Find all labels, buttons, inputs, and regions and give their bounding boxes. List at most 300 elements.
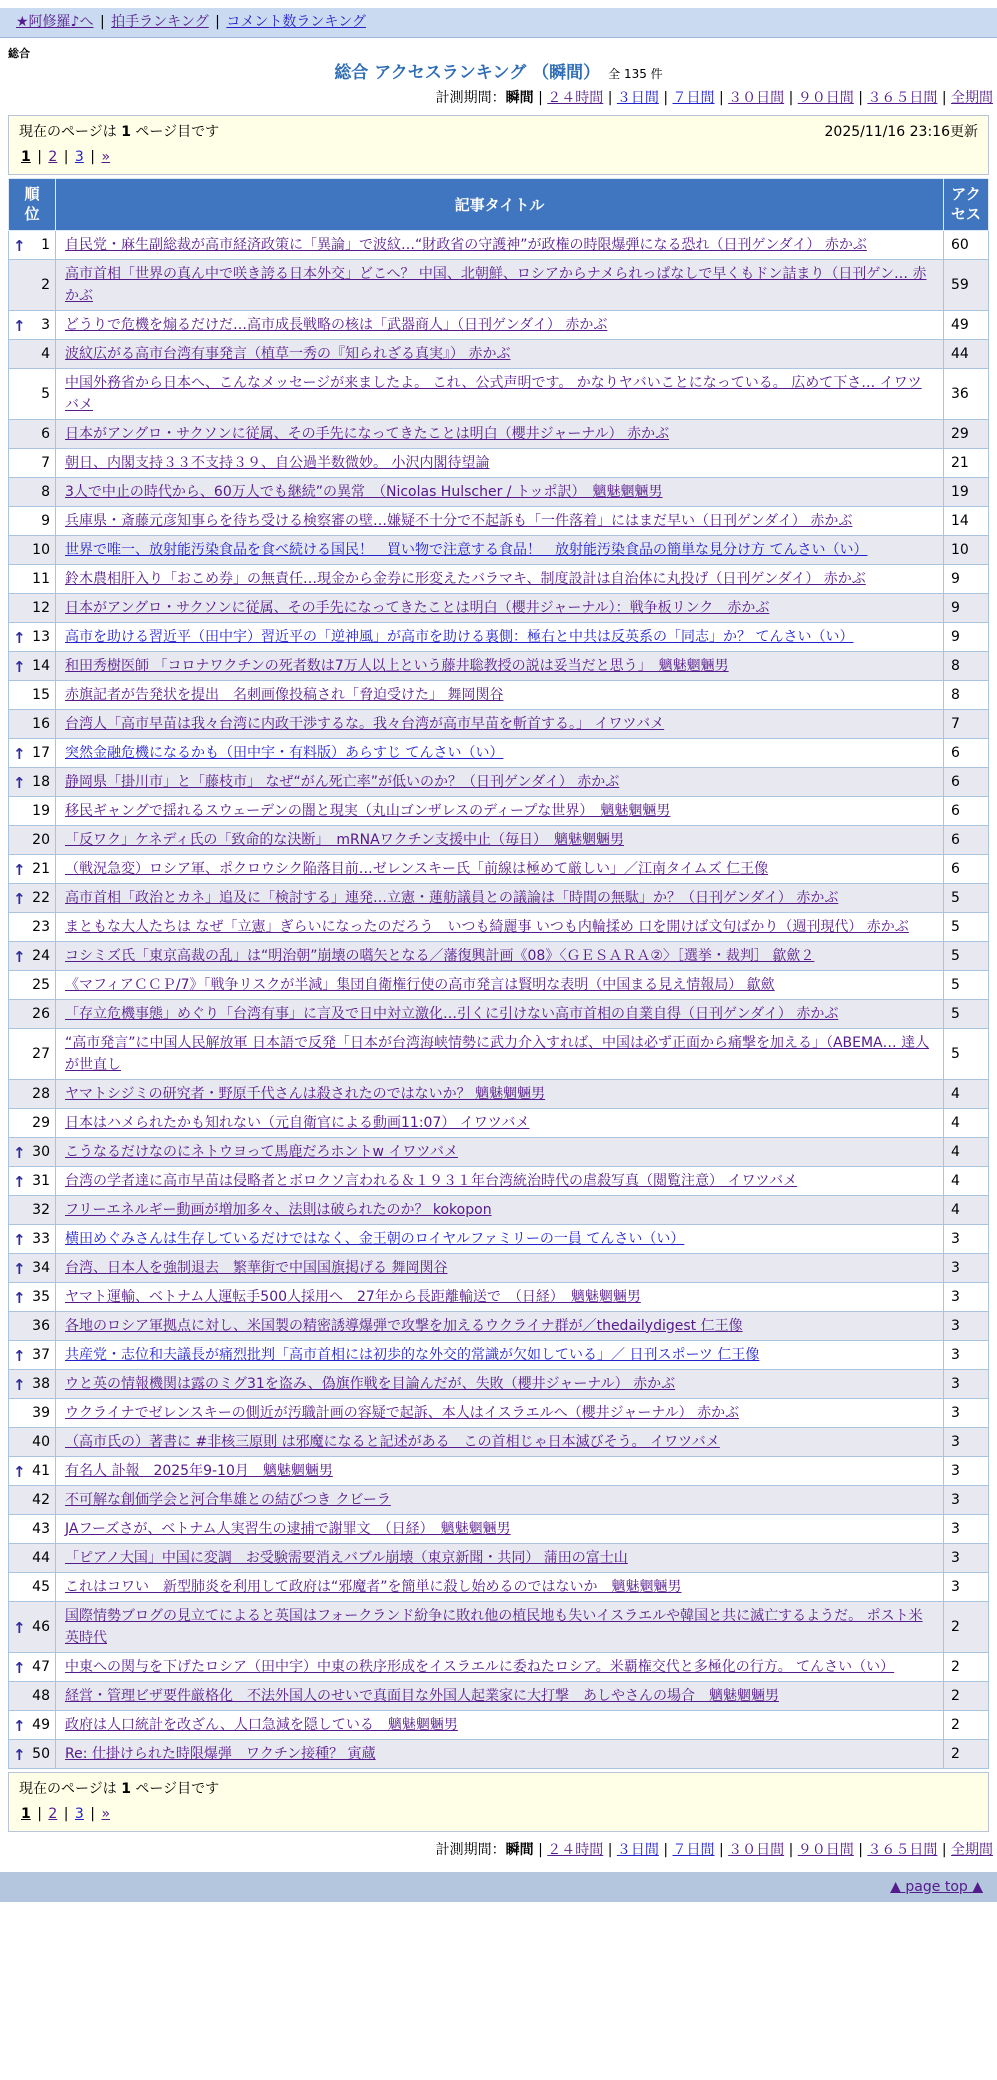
- access-cell: 9: [944, 622, 989, 651]
- rank-cell: [9, 1514, 56, 1543]
- title-cell: [56, 1601, 944, 1652]
- rank-number: 25: [32, 976, 50, 993]
- separator: |: [658, 1841, 673, 1858]
- rank-up-arrow-icon: ↑: [13, 889, 26, 908]
- title-cell: [56, 1681, 944, 1710]
- rank-up-arrow-icon: ↑: [13, 1716, 26, 1735]
- table-row: [9, 339, 989, 368]
- period-link[interactable]: ２４時間: [547, 1841, 604, 1858]
- article-link[interactable]: 中東への関与を下げたロシア（田中宇）中東の秩序形成をイスラエルに委ねたロシア。米覇権交代と多極化の行方。 てんさい（い）: [65, 1658, 895, 1675]
- table-row: [9, 1543, 989, 1572]
- page-title: 総合 アクセスランキング （瞬間）: [334, 63, 601, 83]
- article-link[interactable]: 高市首相「世界の真ん中で咲き誇る日本外交」どこへ？ 中国、北朝鮮、ロシアからナメられっぱなしで早くもドン詰まり（日刊ゲン… 赤かぶ: [65, 265, 927, 304]
- rank-cell: [9, 883, 56, 912]
- title-cell: [56, 796, 944, 825]
- rank-cell: [9, 230, 56, 259]
- access-cell: 3: [944, 1543, 989, 1572]
- total-count: 全 135 件: [608, 67, 663, 81]
- current-page-number: 1: [121, 124, 131, 140]
- title-cell: [56, 854, 944, 883]
- title-cell: [56, 1543, 944, 1572]
- access-cell: 4: [944, 1195, 989, 1224]
- rank-number: 34: [32, 1259, 50, 1276]
- access-cell: 49: [944, 310, 989, 339]
- article-link[interactable]: 突然金融危機になるかも（田中宇・有料版）あらすじ てんさい（い）: [65, 744, 504, 761]
- access-cell: 2: [944, 1681, 989, 1710]
- rank-up-arrow-icon: ↑: [13, 1172, 26, 1191]
- title-cell: [56, 1427, 944, 1456]
- table-row: [9, 796, 989, 825]
- separator: |: [853, 90, 868, 106]
- title-cell: [56, 1166, 944, 1195]
- article-link[interactable]: 高市首相「政治とカネ」追及に「検討する」連発…立憲・蓮舫議員との議論は「時間の無駄」か？（日刊ゲンダイ） 赤かぶ: [65, 889, 839, 906]
- title-cell: [56, 1282, 944, 1311]
- title-cell: [56, 1369, 944, 1398]
- article-link[interactable]: こうなるだけなのにネトウヨって馬鹿だろホントw イワツバメ: [65, 1143, 459, 1160]
- article-link[interactable]: 「存立危機事態」めぐり「台湾有事」に言及で日中対立激化…引くに引けない高市首相の自業自得（日刊ゲンダイ） 赤かぶ: [65, 1005, 839, 1022]
- title-cell: [56, 825, 944, 854]
- table-row: [9, 1572, 989, 1601]
- article-link[interactable]: 和田秀樹医師 「コロナワクチンの死者数は7万人以上という藤井聡教授の説は妥当だと思う」 魑魅魍魎男: [65, 657, 729, 674]
- separator: |: [32, 149, 47, 165]
- title-cell: [56, 1028, 944, 1079]
- period-link[interactable]: 全期間: [951, 1841, 993, 1858]
- title-cell: [56, 883, 944, 912]
- rank-number: 50: [32, 1745, 50, 1762]
- title-cell: [56, 738, 944, 767]
- table-row: [9, 738, 989, 767]
- article-link[interactable]: 自民党・麻生副総裁が高市経済政策に「異論」で波紋…“財政省の守護神”が政権の時限爆弾になる恐れ（日刊ゲンダイ） 赤かぶ: [65, 236, 867, 253]
- table-row: [9, 259, 989, 310]
- title-cell: [56, 1340, 944, 1369]
- rank-number: 10: [32, 541, 50, 558]
- rank-up-arrow-icon: ↑: [13, 236, 26, 255]
- table-row: [9, 419, 989, 448]
- title-cell: [56, 622, 944, 651]
- article-link[interactable]: 不可解な創価学会と河合隼雄との結びつき クビーラ: [65, 1491, 391, 1508]
- table-row: [9, 1427, 989, 1456]
- table-row: [9, 912, 989, 941]
- table-row: [9, 1137, 989, 1166]
- rank-up-arrow-icon: ↑: [13, 1143, 26, 1162]
- page-title-line: [0, 62, 997, 85]
- rank-cell: [9, 796, 56, 825]
- ranking-table-body: [9, 230, 989, 1768]
- pagination-box-bottom: [8, 1772, 989, 1832]
- ranking-table: [8, 178, 989, 1769]
- rank-cell: [9, 767, 56, 796]
- article-link[interactable]: Re: 仕掛けられた時限爆弾 ワクチン接種？ 寅蔵: [65, 1745, 376, 1762]
- table-row: [9, 1253, 989, 1282]
- article-link[interactable]: 赤旗記者が告発状を提出 名刺画像投稿され「脅迫受けた」 舞岡関谷: [65, 686, 504, 703]
- table-row: [9, 883, 989, 912]
- access-cell: 36: [944, 368, 989, 419]
- separator: |: [59, 149, 73, 165]
- title-cell: [56, 1514, 944, 1543]
- article-link[interactable]: 《マフィアＣＣＰ/7》「戦争リスクが半減」集団自衛権行使の高市発言は賢明な表明（中国まる見え情報局） 歙歛: [65, 976, 775, 993]
- rank-up-arrow-icon: ↑: [13, 316, 26, 335]
- period-label: 計測期間：: [435, 1841, 506, 1858]
- rank-number: 32: [32, 1201, 50, 1218]
- rank-cell: [9, 999, 56, 1028]
- table-row: [9, 230, 989, 259]
- access-cell: 19: [944, 477, 989, 506]
- rank-up-arrow-icon: ↑: [13, 1745, 26, 1764]
- title-column-header: 記事タイトル: [56, 179, 944, 231]
- separator: |: [937, 90, 951, 106]
- access-cell: 2: [944, 1601, 989, 1652]
- rank-number: 35: [32, 1288, 50, 1305]
- rank-cell: [9, 1710, 56, 1739]
- table-row: [9, 1369, 989, 1398]
- table-row: [9, 564, 989, 593]
- rank-number: 15: [32, 686, 50, 703]
- rank-cell: [9, 535, 56, 564]
- rank-cell: [9, 593, 56, 622]
- rank-cell: [9, 738, 56, 767]
- article-link[interactable]: 「ピアノ大国」中国に変調 お受験需要消えバブル崩壊（東京新聞・共同） 蒲田の富士山: [65, 1549, 628, 1566]
- rank-number: 44: [32, 1549, 50, 1566]
- access-cell: 3: [944, 1311, 989, 1340]
- article-link[interactable]: 「反ワク」ケネディ氏の「致命的な決断」 mRNAワクチン支援中止（毎日） 魑魅魍魎男: [65, 831, 625, 848]
- access-cell: 6: [944, 738, 989, 767]
- period-link[interactable]: ９０日間: [797, 1841, 854, 1858]
- article-link[interactable]: 横田めぐみさんは生存しているだけではなく、金王朝のロイヤルファミリーの一員 てんさい（い）: [65, 1230, 685, 1247]
- separator: |: [603, 1841, 617, 1858]
- separator: |: [85, 1805, 100, 1822]
- title-cell: [56, 1652, 944, 1681]
- access-cell: 14: [944, 506, 989, 535]
- access-cell: 6: [944, 854, 989, 883]
- rank-number: 39: [32, 1404, 50, 1421]
- access-cell: 4: [944, 1137, 989, 1166]
- article-link[interactable]: 各地のロシア軍拠点に対し、米国製の精密誘導爆弾で攻撃を加えるウクライナ群が／thedailydigest 仁王像: [65, 1317, 743, 1334]
- title-cell: [56, 339, 944, 368]
- title-cell: [56, 999, 944, 1028]
- period-link[interactable]: ３日間: [616, 90, 659, 106]
- rank-cell: [9, 854, 56, 883]
- rank-number: 28: [32, 1085, 50, 1102]
- page-status: 現在のページは 1 ページ目です: [19, 124, 220, 140]
- topbar-link[interactable]: ★阿修羅♪へ: [16, 14, 94, 30]
- table-row: [9, 448, 989, 477]
- rank-number: 21: [32, 860, 50, 877]
- separator: |: [714, 1841, 729, 1858]
- access-cell: 3: [944, 1340, 989, 1369]
- period-link[interactable]: ７日間: [672, 1841, 715, 1858]
- rank-number: 19: [32, 802, 50, 819]
- article-link[interactable]: 経営・管理ビザ要件厳格化 不法外国人のせいで真面目な外国人起業家に大打撃 あしやさんの場合 魑魅魍魎男: [65, 1687, 779, 1704]
- table-row: [9, 1739, 989, 1768]
- access-cell: 6: [944, 796, 989, 825]
- period-link[interactable]: 全期間: [951, 90, 993, 106]
- rank-cell: [9, 1427, 56, 1456]
- table-row: [9, 1079, 989, 1108]
- rank-up-arrow-icon: ↑: [13, 1375, 26, 1394]
- rank-number: 11: [32, 570, 50, 587]
- rank-number: 41: [32, 1462, 50, 1479]
- article-link[interactable]: （戦況急変）ロシア軍、ポクロウシク陥落目前…ゼレンスキー氏「前線は極めて厳しい」／江南タイムズ 仁王像: [65, 860, 769, 877]
- page-link[interactable]: 2: [48, 149, 58, 165]
- access-cell: 8: [944, 680, 989, 709]
- table-row: [9, 941, 989, 970]
- rank-cell: [9, 1681, 56, 1710]
- rank-cell: [9, 912, 56, 941]
- page-links-top: [19, 147, 978, 167]
- page-links-bottom: [19, 1804, 978, 1824]
- table-row: [9, 506, 989, 535]
- article-link[interactable]: 日本がアングロ・サクソンに従属、その手先になってきたことは明白（櫻井ジャーナル） 赤かぶ: [65, 425, 670, 442]
- period-selector-bottom: [0, 1838, 993, 1862]
- rank-up-arrow-icon: ↑: [13, 860, 26, 879]
- title-cell: [56, 1572, 944, 1601]
- title-cell: [56, 419, 944, 448]
- title-cell: [56, 680, 944, 709]
- page-top-link[interactable]: ▲ page top ▲: [890, 1878, 983, 1895]
- current-page-link[interactable]: 1: [21, 149, 31, 165]
- article-link[interactable]: 台湾、日本人を強制退去 繁華街で中国国旗掲げる 舞岡関谷: [65, 1259, 448, 1276]
- rank-cell: [9, 506, 56, 535]
- table-row: [9, 825, 989, 854]
- title-cell: [56, 1108, 944, 1137]
- title-cell: [56, 651, 944, 680]
- article-link[interactable]: 台湾の学者達に高市早苗は侵略者とボロクソ言われる＆１９３１年台湾統治時代の虐殺写真（閲覧注意） イワツバメ: [65, 1172, 798, 1189]
- article-link[interactable]: （高市氏の）著書に #非核三原則 は邪魔になると記述がある この首相じゃ日本滅びそう。 イワツバメ: [65, 1433, 720, 1450]
- page-link[interactable]: 3: [74, 149, 84, 165]
- rank-up-arrow-icon: ↑: [13, 1288, 26, 1307]
- title-cell: [56, 259, 944, 310]
- rank-cell: [9, 1282, 56, 1311]
- table-row: [9, 1601, 989, 1652]
- period-link[interactable]: ３６５日間: [867, 1841, 938, 1858]
- table-row: [9, 651, 989, 680]
- period-current: 瞬間: [505, 1841, 534, 1858]
- access-cell: 60: [944, 230, 989, 259]
- article-link[interactable]: ウクライナでゼレンスキーの側近が汚職計画の容疑で起訴、本人はイスラエルへ（櫻井ジャーナル） 赤かぶ: [65, 1404, 740, 1421]
- updated-timestamp: 2025/11/16 23:16更新: [824, 124, 978, 140]
- access-cell: 9: [944, 564, 989, 593]
- article-link[interactable]: “高市発言”に中国人民解放軍 日本語で反発「日本が台湾海峡情勢に武力介入すれば、中国は必ず正面から痛撃を加える」（ABEMA… 達人が世直し: [65, 1034, 930, 1073]
- pagination-box-top: [8, 115, 989, 175]
- rank-cell: [9, 1253, 56, 1282]
- article-link[interactable]: ウと英の情報機関は露のミグ31を盗み、偽旗作戦を目論んだが、失敗（櫻井ジャーナル） 赤かぶ: [65, 1375, 676, 1392]
- rank-cell: [9, 970, 56, 999]
- article-link[interactable]: 中国外務省から日本へ、こんなメッセージが来ましたよ。 これ、公式声明です。 かなりヤバいことになっている。 広めて下さ… イワツバメ: [65, 374, 922, 413]
- topbar-link[interactable]: コメント数ランキング: [226, 14, 366, 30]
- access-cell: 4: [944, 1166, 989, 1195]
- article-link[interactable]: 高市を助ける習近平（田中宇）習近平の「逆神風」が高市を助ける裏側：極右と中共は反英系の「同志」か？ てんさい（い）: [65, 628, 854, 645]
- table-row: [9, 1224, 989, 1253]
- rank-number: 30: [32, 1143, 50, 1160]
- separator: |: [853, 1841, 868, 1858]
- current-page-link[interactable]: 1: [21, 1805, 31, 1822]
- top-nav-bar: [0, 8, 997, 38]
- rank-number: 17: [32, 744, 50, 761]
- rank-cell: [9, 259, 56, 310]
- access-cell: 5: [944, 883, 989, 912]
- table-row: [9, 1028, 989, 1079]
- rank-up-arrow-icon: ↑: [13, 1230, 26, 1249]
- rank-number: 8: [41, 483, 50, 500]
- article-link[interactable]: どうりで危機を煽るだけだ…高市成長戦略の核は「武器商人」（日刊ゲンダイ） 赤かぶ: [65, 316, 608, 333]
- separator: |: [784, 1841, 798, 1858]
- article-link[interactable]: フリーエネルギー動画が増加多々、法則は破られたのか？ kokopon: [65, 1201, 492, 1218]
- article-link[interactable]: 政府は人口統計を改ざん、人口急減を隠している 魑魅魍魎男: [65, 1716, 458, 1733]
- title-cell: [56, 506, 944, 535]
- separator: |: [210, 14, 225, 30]
- rank-number: 16: [32, 715, 50, 732]
- table-row: [9, 477, 989, 506]
- rank-number: 26: [32, 1005, 50, 1022]
- table-row: [9, 680, 989, 709]
- rank-up-arrow-icon: ↑: [13, 628, 26, 647]
- table-row: [9, 1282, 989, 1311]
- rank-cell: [9, 339, 56, 368]
- article-link[interactable]: 波紋広がる高市台湾有事発言（植草一秀の『知られざる真実』） 赤かぶ: [65, 345, 511, 362]
- table-row: [9, 1652, 989, 1681]
- rank-number: 1: [41, 236, 50, 253]
- article-link[interactable]: コシミズ氏「東京高裁の乱」は“明治朝”崩壊の嚆矢となる／藩復興計画《08》〈ＧＥＳＡＲＡ②〉［選挙・裁判］ 歙歛２: [65, 947, 815, 964]
- access-cell: 3: [944, 1514, 989, 1543]
- separator: |: [658, 90, 673, 106]
- separator: |: [714, 90, 729, 106]
- article-link[interactable]: これはコワい 新型肺炎を利用して政府は“邪魔者”を簡単に殺し始めるのではないか 魑魅魍魎男: [65, 1578, 682, 1595]
- title-cell: [56, 709, 944, 738]
- access-cell: 3: [944, 1427, 989, 1456]
- rank-cell: [9, 1311, 56, 1340]
- topbar-link[interactable]: 拍手ランキング: [111, 14, 209, 30]
- page-link[interactable]: »: [101, 149, 111, 165]
- table-row: [9, 999, 989, 1028]
- table-row: [9, 310, 989, 339]
- period-label: 計測期間：: [435, 90, 506, 106]
- table-row: [9, 1485, 989, 1514]
- period-link[interactable]: ２４時間: [547, 90, 604, 106]
- rank-cell: [9, 941, 56, 970]
- rank-cell: [9, 1137, 56, 1166]
- period-selector-top: [0, 87, 993, 109]
- period-link[interactable]: ７日間: [672, 90, 715, 106]
- table-row: [9, 1681, 989, 1710]
- period-link[interactable]: ３０日間: [728, 1841, 785, 1858]
- access-cell: 5: [944, 970, 989, 999]
- rank-number: 20: [32, 831, 50, 848]
- rank-number: 36: [32, 1317, 50, 1334]
- access-cell: 2: [944, 1739, 989, 1768]
- access-cell: 8: [944, 651, 989, 680]
- article-link[interactable]: ヤマトシジミの研究者・野原千代さんは殺されたのではないか？ 魑魅魍魎男: [65, 1085, 546, 1102]
- article-link[interactable]: 共産党・志位和夫議長が痛烈批判「高市首相には初歩的な外交的常識が欠如している」／ 日刊スポーツ 仁王像: [65, 1346, 760, 1363]
- rank-up-arrow-icon: ↑: [13, 1259, 26, 1278]
- article-link[interactable]: 朝日、内閣支持３３不支持３９、自公過半数微妙。 小沢内閣待望論: [65, 454, 490, 471]
- rank-cell: [9, 1398, 56, 1427]
- rank-number: 12: [32, 599, 50, 616]
- article-link[interactable]: 日本はハメられたかも知れない（元自衛官による動画11:07） イワツバメ: [65, 1114, 530, 1131]
- separator: |: [533, 1841, 548, 1858]
- rank-cell: [9, 448, 56, 477]
- rank-cell: [9, 1340, 56, 1369]
- article-link[interactable]: 世界で唯一、放射能汚染食品を食べ続ける国民！ 買い物で注意する食品！ 放射能汚染食品の簡単な見分け方 てんさい（い）: [65, 541, 868, 558]
- title-cell: [56, 1195, 944, 1224]
- rank-cell: [9, 564, 56, 593]
- title-cell: [56, 1485, 944, 1514]
- separator: |: [937, 1841, 951, 1858]
- access-cell: 4: [944, 1079, 989, 1108]
- rank-up-arrow-icon: ↑: [13, 1346, 26, 1365]
- access-cell: 3: [944, 1369, 989, 1398]
- article-link[interactable]: 有名人 訃報 2025年9-10月 魑魅魍魎男: [65, 1462, 333, 1479]
- article-link[interactable]: JAフーズさが、ベトナム人実習生の逮捕で謝罪文 （日経） 魑魅魍魎男: [65, 1520, 511, 1537]
- title-cell: [56, 941, 944, 970]
- title-cell: [56, 1311, 944, 1340]
- rank-number: 5: [41, 385, 50, 402]
- access-cell: 6: [944, 825, 989, 854]
- rank-cell: [9, 1485, 56, 1514]
- separator: |: [533, 90, 548, 106]
- article-link[interactable]: ヤマト運輸、ベトナム人運転手500人採用へ 27年から長距離輸送で （日経） 魑魅魍魎男: [65, 1288, 641, 1305]
- page-status-bottom: 現在のページは 1 ページ目です: [19, 1780, 220, 1797]
- rank-up-arrow-icon: ↑: [13, 1618, 26, 1637]
- table-row: [9, 535, 989, 564]
- article-link[interactable]: 台湾人「高市早苗は我々台湾に内政干渉するな。我々台湾が高市早苗を斬首する。」 イワツバメ: [65, 715, 665, 732]
- article-link[interactable]: 静岡県「掛川市」と「藤枝市」 なぜ“がん死亡率”が低いのか？（日刊ゲンダイ） 赤かぶ: [65, 773, 620, 790]
- rank-column-header: 順位: [9, 179, 56, 231]
- table-row: [9, 1108, 989, 1137]
- title-cell: [56, 535, 944, 564]
- article-link[interactable]: 国際情勢ブログの見立てによると英国はフォークランド紛争に敗れ他の植民地も失いイスラエルや韓国と共に滅亡するようだ。 ポスト米英時代: [65, 1607, 923, 1646]
- rank-cell: [9, 1652, 56, 1681]
- article-link[interactable]: 鈴木農相肝入り「おこめ券」の無責任…現金から金券に形変えたバラマキ、制度設計は自治体に丸投げ（日刊ゲンダイ） 赤かぶ: [65, 570, 866, 587]
- period-link[interactable]: ９０日間: [797, 90, 854, 106]
- title-cell: [56, 564, 944, 593]
- page-link[interactable]: 2: [48, 1805, 58, 1822]
- title-cell: [56, 970, 944, 999]
- rank-number: 45: [32, 1578, 50, 1595]
- rank-number: 48: [32, 1687, 50, 1704]
- article-link[interactable]: 3人で中止の時代から、60万人でも継続”の異常 （Nicolas Hulscher / トッポ訳） 魑魅魍魎男: [65, 483, 663, 500]
- article-link[interactable]: 兵庫県・斎藤元彦知事らを待ち受ける検察審の壁…嫌疑不十分で不起訴も「一件落着」にはまだ早い（日刊ゲンダイ） 赤かぶ: [65, 512, 853, 529]
- page-top-bar: [0, 1872, 997, 1902]
- separator: |: [603, 90, 617, 106]
- access-cell: 5: [944, 1028, 989, 1079]
- period-link[interactable]: ３０日間: [728, 90, 785, 106]
- access-cell: 29: [944, 419, 989, 448]
- rank-cell: [9, 1224, 56, 1253]
- title-cell: [56, 1739, 944, 1768]
- rank-number: 2: [41, 276, 50, 293]
- rank-number: 24: [32, 947, 50, 964]
- rank-number: 33: [32, 1230, 50, 1247]
- title-cell: [56, 593, 944, 622]
- rank-up-arrow-icon: ↑: [13, 1658, 26, 1677]
- article-link[interactable]: 日本がアングロ・サクソンに従属、その手先になってきたことは明白（櫻井ジャーナル）：戦争板リンク 赤かぶ: [65, 599, 770, 616]
- rank-cell: [9, 477, 56, 506]
- rank-cell: [9, 1028, 56, 1079]
- access-cell: 9: [944, 593, 989, 622]
- access-cell: 3: [944, 1224, 989, 1253]
- table-row: [9, 1311, 989, 1340]
- title-cell: [56, 1456, 944, 1485]
- article-link[interactable]: 移民ギャングで揺れるスウェーデンの闇と現実（丸山ゴンザレスのディープな世界） 魑魅魍魎男: [65, 802, 671, 819]
- page-link[interactable]: »: [101, 1805, 111, 1822]
- table-row: [9, 1398, 989, 1427]
- article-link[interactable]: まともな大人たちは なぜ「立憲」ぎらいになったのだろう いつも綺麗事 いつも内輪揉め 口を開けば文句ばかり（週刊現代） 赤かぶ: [65, 918, 909, 935]
- rank-number: 38: [32, 1375, 50, 1392]
- rank-cell: [9, 825, 56, 854]
- period-link[interactable]: ３日間: [616, 1841, 659, 1858]
- page-link[interactable]: 3: [74, 1805, 84, 1822]
- period-link[interactable]: ３６５日間: [867, 90, 938, 106]
